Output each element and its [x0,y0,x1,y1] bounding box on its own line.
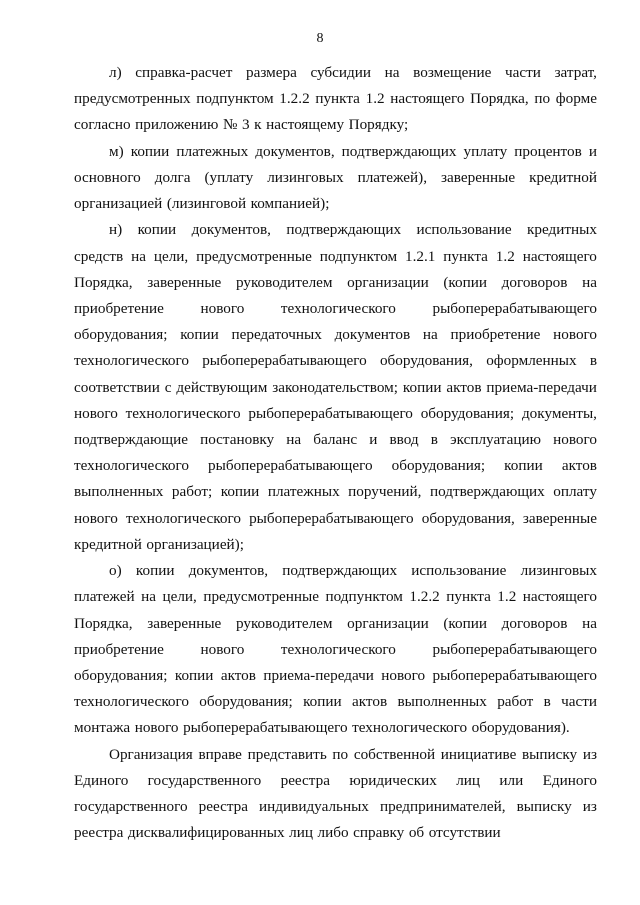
text-line: технологического рыбоперерабатывающего оборудования, оформленных в [74,352,597,369]
text-line: государственного реестра индивидуальных предпринимателей, выписку из [74,798,597,815]
text-line: реестра дисквалифицированных лиц либо справку об отсутствии [74,824,501,841]
text-line: подтверждающие постановку на баланс и ввод в эксплуатацию нового [74,431,597,448]
text-line: Организация вправе представить по собственной инициативе выписку из [109,746,597,763]
text-line: м) копии платежных документов, подтверждающих уплату процентов и [109,143,597,160]
text-line: оборудования; копии актов приема-передачи нового рыбоперерабатывающего [74,667,597,684]
text-line: технологического оборудования; копии актов выполненных работ в части [74,693,597,710]
text-line: о) копии документов, подтверждающих использование лизинговых [109,562,597,579]
text-line: нового технологического рыбоперерабатывающего оборудования, заверенные [74,510,597,527]
text-line: организацией (лизинговой компанией); [74,195,330,212]
text-line: предусмотренных подпунктом 1.2.2 пункта 1.2 настоящего Порядка, по форме [74,90,597,107]
text-line: соответствии с действующим законодательством; копии актов приема-передачи [74,379,597,396]
text-line: основного долга (уплату лизинговых платежей), заверенные кредитной [74,169,597,186]
text-line: приобретение нового технологического рыбоперерабатывающего [74,300,597,317]
text-line: Порядка, заверенные руководителем организации (копии договоров на [74,274,597,291]
text-line: платежей на цели, предусмотренные подпунктом 1.2.2 пункта 1.2 настоящего [74,588,597,605]
text-line: л) справка-расчет размера субсидии на возмещение части затрат, [109,64,597,81]
text-line: выполненных работ; копии платежных поручений, подтверждающих оплату [74,483,597,500]
text-line: средств на цели, предусмотренные подпунктом 1.2.1 пункта 1.2 настоящего [74,248,597,265]
text-line: Единого государственного реестра юридических лиц или Единого [74,772,597,789]
text-line: н) копии документов, подтверждающих использование кредитных [109,221,597,238]
text-line: нового технологического рыбоперерабатывающего оборудования; документы, [74,405,597,422]
page-number: 8 [316,31,324,46]
text-line: кредитной организацией); [74,536,244,553]
text-line: согласно приложению № 3 к настоящему Порядку; [74,116,409,133]
text-line: Порядка, заверенные руководителем организации (копии договоров на [74,615,597,632]
text-line: монтажа нового рыбоперерабатывающего технологического оборудования). [74,719,570,736]
text-line: технологического рыбоперерабатывающего оборудования; копии актов [74,457,597,474]
text-line: оборудования; копии передаточных документов на приобретение нового [74,326,597,343]
text-line: приобретение нового технологического рыбоперерабатывающего [74,641,597,658]
